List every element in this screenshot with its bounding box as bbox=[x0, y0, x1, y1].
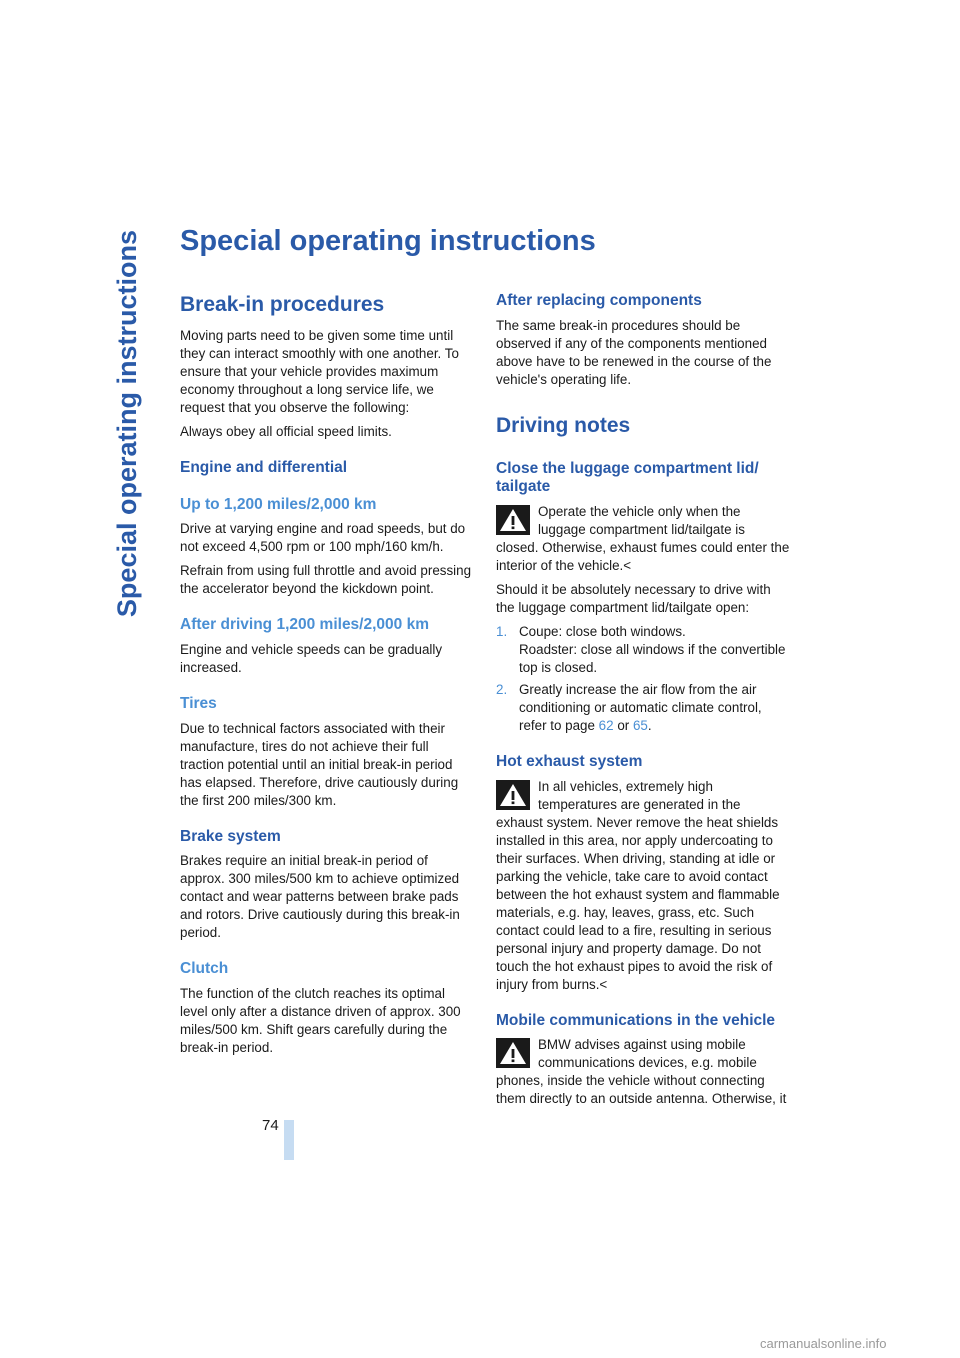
warning-text: BMW advises against using mobile communications devices, e.g. mobile phones, inside the vehicle without connecting them directly to an outside antenna. Otherwise, it bbox=[496, 1037, 787, 1107]
heading-hot-exhaust: Hot exhaust system bbox=[496, 752, 643, 770]
paragraph: Should it be absolutely necessary to drive with the luggage compartment lid/tailgate open: bbox=[496, 581, 771, 615]
watermark: carmanualsonline.info bbox=[760, 1336, 887, 1351]
paragraph: The function of the clutch reaches its optimal level only after a distance driven of approx. 300 miles/500 km. Shift gears carefully during the break-in period. bbox=[180, 985, 461, 1055]
warning-luggage bbox=[496, 503, 790, 575]
heading-engine-differential: Engine and differential bbox=[180, 459, 348, 477]
warning-text: In all vehicles, extremely high temperatures are generated in the exhaust system. Never remove the heat shields installed in this area, nor apply undercoating to their surfaces. When driving, standing at idle or parking the vehicle, take care to avoid contact between the hot exhaust system and flammable materials, e.g. hay, leaves, grass, etc. Such contact could lead to a fire, resulting in serious personal injury and property damage. Do not touch the hot exhaust pipes to avoid the risk of injury from burns.< bbox=[496, 778, 780, 992]
page-tab-bar bbox=[284, 1120, 294, 1160]
heading-mobile-communications: Mobile communications in the vehicle bbox=[496, 1011, 776, 1029]
side-chapter-title: Special operating instructions bbox=[112, 230, 142, 618]
warning-exhaust bbox=[496, 778, 790, 994]
page-number: 74 bbox=[262, 1117, 279, 1134]
heading-driving-notes: Driving notes bbox=[496, 413, 631, 437]
heading-after-driving: After driving 1,200 miles/2,000 km bbox=[180, 616, 429, 634]
heading-tires: Tires bbox=[180, 694, 217, 712]
step-text: Greatly increase the air flow from the air conditioning or automatic climate control, refer to page bbox=[519, 681, 762, 733]
warning-triangle-icon bbox=[496, 780, 530, 810]
step-number: 1. bbox=[496, 623, 508, 639]
paragraph: Refrain from using full throttle and avoid pressing the accelerator beyond the kickdown point. bbox=[180, 563, 472, 597]
page-title: Special operating instructions bbox=[180, 225, 596, 257]
page-ref-link[interactable]: 65 bbox=[632, 717, 648, 733]
heading-luggage: Close the luggage compartment lid/ tailgate bbox=[496, 459, 759, 496]
step-text: Roadster: close all windows if the convertible top is closed. bbox=[519, 641, 786, 675]
paragraph: Drive at varying engine and road speeds, but do not exceed 4,500 rpm or 100 mph/160 km/h. bbox=[180, 521, 466, 555]
paragraph: Moving parts need to be given some time until they can interact smoothly with one another. To ensure that your vehicle provides maximum economy throughout a long service life, we request that you observe the following: bbox=[180, 328, 459, 416]
steps-list bbox=[496, 623, 790, 735]
page-ref-link[interactable]: 62 bbox=[598, 717, 614, 733]
paragraph: Brakes require an initial break-in period of approx. 300 miles/500 km to achieve optimized contact and wear patterns between brake pads and rotors. Drive cautiously during this break-in period. bbox=[180, 853, 460, 941]
left-column bbox=[180, 292, 474, 1063]
warning-triangle-icon bbox=[496, 505, 530, 535]
list-item bbox=[496, 681, 790, 735]
warning-mobile bbox=[496, 1036, 790, 1108]
step-text: or bbox=[617, 717, 630, 733]
list-item bbox=[496, 623, 790, 677]
paragraph: Due to technical factors associated with their manufacture, tires do not achieve their full traction potential until an initial break-in period has elapsed. Therefore, drive cautiously during the first 200 miles/300 km. bbox=[180, 720, 459, 808]
warning-text: Operate the vehicle only when the luggage compartment lid/tailgate is closed. Otherwise, exhaust fumes could enter the interior of the vehicle.< bbox=[496, 503, 790, 573]
right-column bbox=[496, 292, 790, 1114]
step-text: . bbox=[647, 717, 652, 733]
heading-after-replacing: After replacing components bbox=[496, 292, 702, 309]
heading-clutch: Clutch bbox=[180, 960, 229, 978]
heading-break-in: Break-in procedures bbox=[180, 293, 385, 316]
paragraph: Always obey all official speed limits. bbox=[180, 424, 392, 440]
paragraph: The same break-in procedures should be observed if any of the components mentioned above have to be renewed in the course of the vehicle's operating life. bbox=[496, 317, 772, 387]
paragraph: Engine and vehicle speeds can be gradually increased. bbox=[180, 641, 443, 675]
step-text: Coupe: close both windows. bbox=[519, 623, 686, 639]
warning-triangle-icon bbox=[496, 1038, 530, 1068]
heading-brake-system: Brake system bbox=[180, 827, 281, 845]
heading-up-to: Up to 1,200 miles/2,000 km bbox=[180, 495, 377, 513]
step-number: 2. bbox=[496, 681, 508, 697]
